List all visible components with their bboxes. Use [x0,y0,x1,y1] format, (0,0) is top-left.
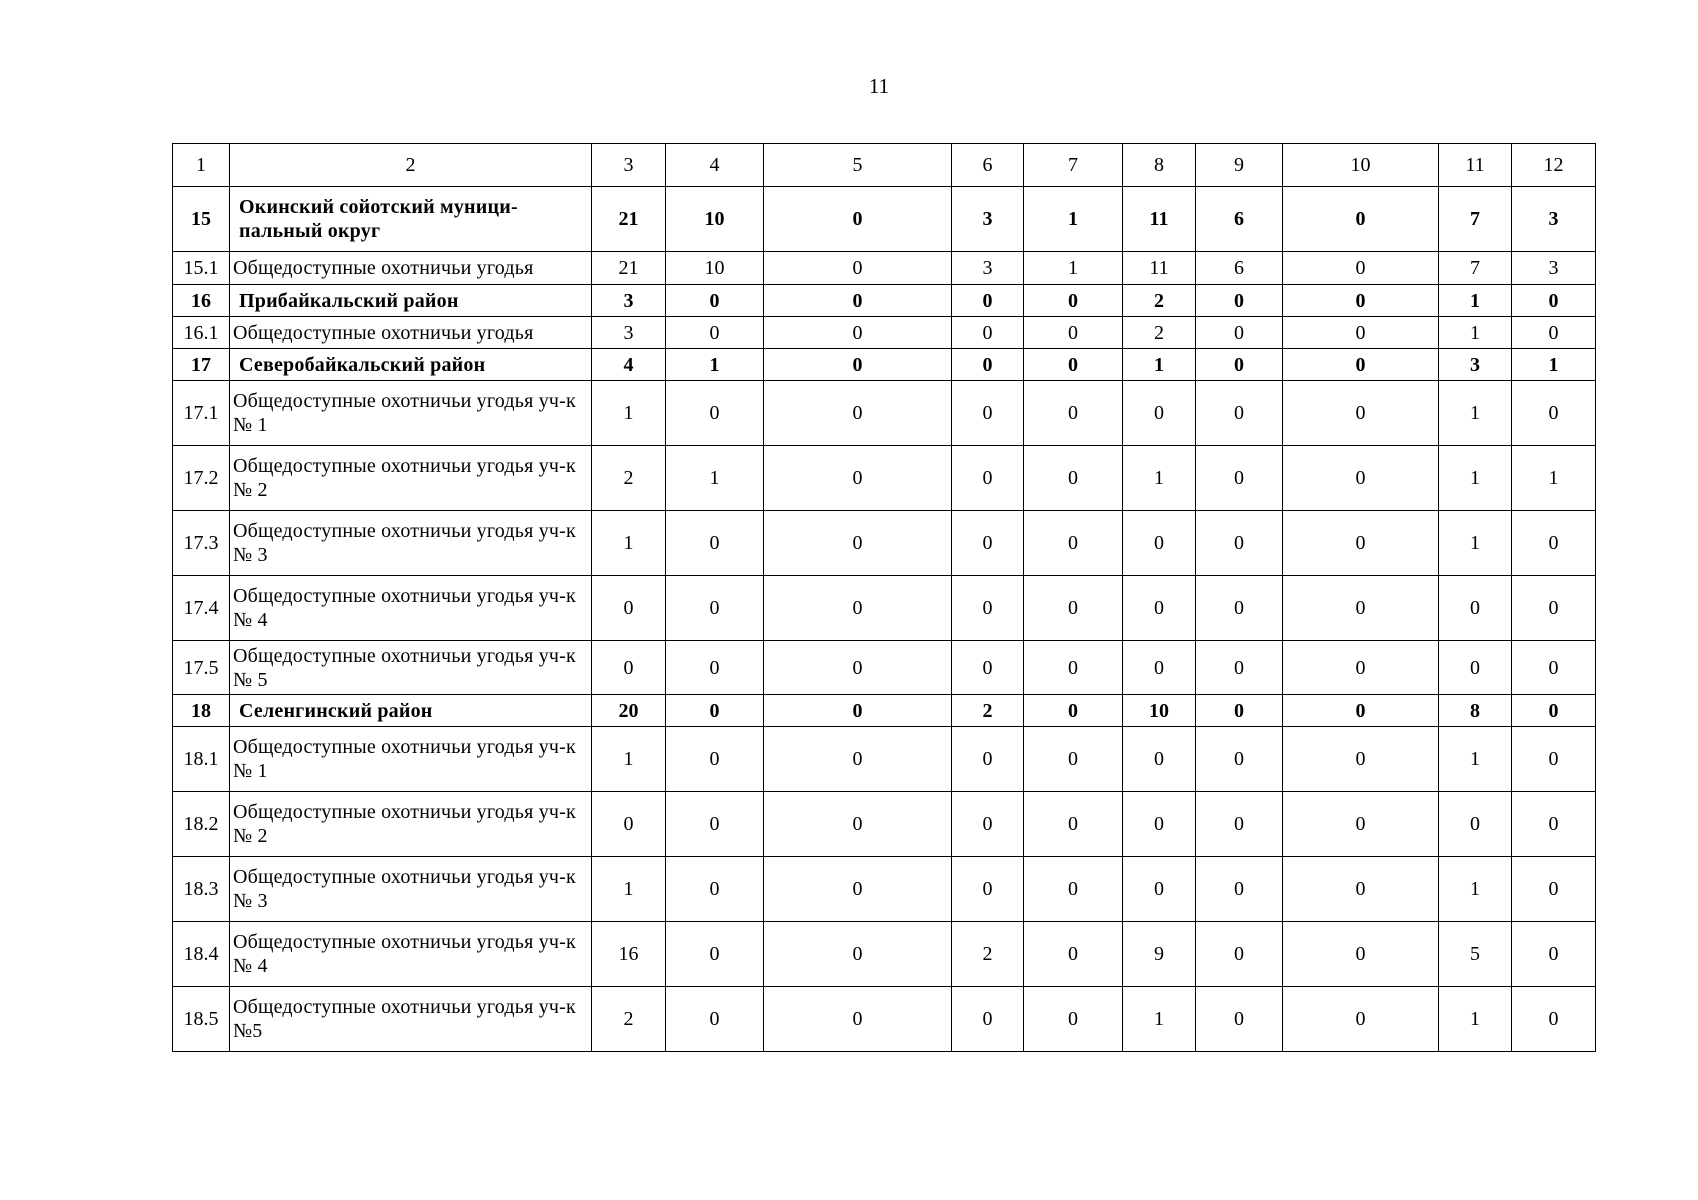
value-cell: 0 [1512,695,1596,727]
value-cell: 1 [1439,381,1512,446]
row-number-cell: 17.2 [173,446,230,511]
table-row [173,446,1596,511]
value-cell: 0 [1024,987,1123,1052]
row-name-cell: Общедоступные охотничьи угодья уч-к № 4 [230,922,592,987]
value-cell: 0 [1283,641,1439,695]
value-cell: 0 [764,317,952,349]
value-cell: 3 [1512,252,1596,285]
value-cell: 10 [1123,695,1196,727]
row-number-cell: 18.2 [173,792,230,857]
value-cell: 0 [1196,446,1283,511]
row-name-cell: Общедоступные охотничьи угодья уч-к № 5 [230,641,592,695]
value-cell: 0 [1512,641,1596,695]
value-cell: 0 [1024,381,1123,446]
value-cell: 0 [1024,317,1123,349]
value-cell: 0 [666,381,764,446]
value-cell: 0 [666,857,764,922]
value-cell: 3 [592,317,666,349]
value-cell: 0 [764,381,952,446]
value-cell: 0 [764,987,952,1052]
value-cell: 11 [1123,187,1196,252]
data-table [172,143,1596,1052]
value-cell: 0 [592,792,666,857]
value-cell: 0 [1196,349,1283,381]
header-cell: 1 [173,144,230,187]
value-cell: 20 [592,695,666,727]
value-cell: 3 [592,285,666,317]
value-cell: 0 [764,252,952,285]
value-cell: 0 [952,727,1024,792]
value-cell: 0 [764,576,952,641]
value-cell: 0 [666,317,764,349]
value-cell: 0 [1196,987,1283,1052]
value-cell: 0 [1123,727,1196,792]
header-cell: 11 [1439,144,1512,187]
value-cell: 0 [592,576,666,641]
row-number-cell: 17.5 [173,641,230,695]
value-cell: 0 [592,641,666,695]
value-cell: 1 [1439,317,1512,349]
row-number-cell: 16 [173,285,230,317]
value-cell: 0 [1196,857,1283,922]
value-cell: 0 [1196,285,1283,317]
table-row [173,987,1596,1052]
value-cell: 0 [1024,695,1123,727]
value-cell: 0 [952,317,1024,349]
value-cell: 0 [1024,792,1123,857]
value-cell: 0 [952,349,1024,381]
value-cell: 0 [666,987,764,1052]
value-cell: 0 [952,511,1024,576]
row-name-cell: Общедоступные охотничьи угодья уч-к № 2 [230,792,592,857]
value-cell: 1 [1439,285,1512,317]
value-cell: 0 [666,922,764,987]
row-number-cell: 18.5 [173,987,230,1052]
value-cell: 0 [952,381,1024,446]
value-cell: 0 [1196,641,1283,695]
header-row [173,144,1596,187]
row-number-cell: 18.3 [173,857,230,922]
value-cell: 1 [1439,727,1512,792]
value-cell: 6 [1196,187,1283,252]
value-cell: 0 [1024,727,1123,792]
value-cell: 0 [1439,641,1512,695]
value-cell: 16 [592,922,666,987]
value-cell: 0 [1283,381,1439,446]
value-cell: 0 [952,641,1024,695]
value-cell: 0 [1512,381,1596,446]
value-cell: 0 [764,187,952,252]
value-cell: 0 [1024,576,1123,641]
table-body [173,144,1596,1052]
row-name-cell: Селенгинский район [230,695,592,727]
value-cell: 1 [592,511,666,576]
value-cell: 0 [666,576,764,641]
table-row [173,511,1596,576]
value-cell: 0 [1283,792,1439,857]
value-cell: 0 [764,446,952,511]
value-cell: 0 [764,792,952,857]
value-cell: 0 [1283,252,1439,285]
value-cell: 0 [764,922,952,987]
value-cell: 0 [952,792,1024,857]
value-cell: 0 [952,857,1024,922]
value-cell: 0 [1123,381,1196,446]
value-cell: 0 [1283,187,1439,252]
value-cell: 0 [1283,857,1439,922]
value-cell: 0 [1512,987,1596,1052]
table-row [173,349,1596,381]
row-number-cell: 15 [173,187,230,252]
table-row [173,381,1596,446]
table-row [173,252,1596,285]
table-row [173,285,1596,317]
header-cell: 3 [592,144,666,187]
value-cell: 21 [592,187,666,252]
value-cell: 0 [764,285,952,317]
page-number: 11 [868,74,890,98]
value-cell: 0 [1024,349,1123,381]
value-cell: 0 [1283,576,1439,641]
value-cell: 9 [1123,922,1196,987]
value-cell: 2 [592,446,666,511]
value-cell: 1 [1439,857,1512,922]
value-cell: 0 [1196,922,1283,987]
table-row [173,792,1596,857]
value-cell: 1 [666,349,764,381]
value-cell: 0 [952,576,1024,641]
value-cell: 1 [592,381,666,446]
value-cell: 0 [1024,922,1123,987]
header-cell: 2 [230,144,592,187]
value-cell: 0 [764,727,952,792]
header-cell: 9 [1196,144,1283,187]
value-cell: 0 [1283,987,1439,1052]
value-cell: 0 [1196,381,1283,446]
value-cell: 0 [1512,922,1596,987]
value-cell: 0 [1512,727,1596,792]
row-number-cell: 17.3 [173,511,230,576]
header-cell: 4 [666,144,764,187]
header-cell: 6 [952,144,1024,187]
row-number-cell: 16.1 [173,317,230,349]
row-number-cell: 15.1 [173,252,230,285]
value-cell: 1 [1439,446,1512,511]
value-cell: 0 [1196,576,1283,641]
value-cell: 0 [1512,285,1596,317]
header-cell: 7 [1024,144,1123,187]
value-cell: 0 [764,511,952,576]
value-cell: 3 [1512,187,1596,252]
value-cell: 1 [1123,446,1196,511]
value-cell: 0 [1439,792,1512,857]
value-cell: 1 [1439,987,1512,1052]
value-cell: 0 [952,987,1024,1052]
row-name-cell: Окинский сойотский муници-пальный округ [230,187,592,252]
value-cell: 0 [1123,576,1196,641]
value-cell: 0 [764,349,952,381]
row-name-cell: Северобайкальский район [230,349,592,381]
value-cell: 0 [1283,317,1439,349]
header-cell: 8 [1123,144,1196,187]
value-cell: 0 [1196,695,1283,727]
value-cell: 0 [1512,576,1596,641]
table-row [173,576,1596,641]
row-number-cell: 17.4 [173,576,230,641]
row-number-cell: 18.1 [173,727,230,792]
table-row [173,922,1596,987]
table-row [173,857,1596,922]
value-cell: 0 [1512,511,1596,576]
value-cell: 0 [666,641,764,695]
value-cell: 0 [1512,317,1596,349]
value-cell: 0 [1024,511,1123,576]
value-cell: 7 [1439,252,1512,285]
value-cell: 3 [952,187,1024,252]
value-cell: 0 [666,792,764,857]
value-cell: 0 [952,285,1024,317]
value-cell: 1 [666,446,764,511]
table-row [173,187,1596,252]
row-name-cell: Общедоступные охотничьи угодья уч-к № 4 [230,576,592,641]
value-cell: 0 [764,641,952,695]
value-cell: 2 [952,922,1024,987]
row-name-cell: Общедоступные охотничьи угодья уч-к № 3 [230,511,592,576]
header-cell: 12 [1512,144,1596,187]
value-cell: 0 [764,695,952,727]
value-cell: 0 [666,285,764,317]
value-cell: 0 [1196,317,1283,349]
header-cell: 10 [1283,144,1439,187]
value-cell: 0 [1123,792,1196,857]
header-cell: 5 [764,144,952,187]
value-cell: 8 [1439,695,1512,727]
value-cell: 10 [666,187,764,252]
value-cell: 1 [592,857,666,922]
value-cell: 0 [1196,727,1283,792]
value-cell: 0 [1439,576,1512,641]
value-cell: 0 [1283,727,1439,792]
value-cell: 0 [666,727,764,792]
value-cell: 1 [1024,252,1123,285]
value-cell: 2 [952,695,1024,727]
value-cell: 5 [1439,922,1512,987]
value-cell: 1 [1439,511,1512,576]
value-cell: 7 [1439,187,1512,252]
row-number-cell: 18 [173,695,230,727]
value-cell: 1 [1512,349,1596,381]
value-cell: 1 [1123,349,1196,381]
value-cell: 3 [1439,349,1512,381]
value-cell: 1 [1512,446,1596,511]
row-name-cell: Общедоступные охотничьи угодья уч-к № 1 [230,727,592,792]
value-cell: 2 [1123,285,1196,317]
value-cell: 0 [1283,695,1439,727]
value-cell: 0 [1123,857,1196,922]
row-name-cell: Общедоступные охотничьи угодья [230,252,592,285]
value-cell: 0 [1196,792,1283,857]
value-cell: 1 [1123,987,1196,1052]
value-cell: 0 [1123,511,1196,576]
value-cell: 0 [1196,511,1283,576]
value-cell: 21 [592,252,666,285]
row-number-cell: 17.1 [173,381,230,446]
value-cell: 0 [1283,349,1439,381]
table-row [173,641,1596,695]
row-number-cell: 18.4 [173,922,230,987]
value-cell: 10 [666,252,764,285]
value-cell: 0 [666,695,764,727]
value-cell: 0 [1283,511,1439,576]
value-cell: 11 [1123,252,1196,285]
value-cell: 0 [1283,446,1439,511]
value-cell: 1 [1024,187,1123,252]
row-number-cell: 17 [173,349,230,381]
row-name-cell: Общедоступные охотничьи угодья уч-к №5 [230,987,592,1052]
table-row [173,317,1596,349]
table-row [173,727,1596,792]
value-cell: 3 [952,252,1024,285]
row-name-cell: Общедоступные охотничьи угодья уч-к № 1 [230,381,592,446]
table-row [173,695,1596,727]
value-cell: 4 [592,349,666,381]
value-cell: 1 [592,727,666,792]
row-name-cell: Прибайкальский район [230,285,592,317]
value-cell: 0 [1512,857,1596,922]
value-cell: 0 [1024,857,1123,922]
value-cell: 0 [1024,446,1123,511]
value-cell: 0 [1024,285,1123,317]
value-cell: 0 [764,857,952,922]
value-cell: 0 [952,446,1024,511]
value-cell: 0 [1283,285,1439,317]
row-name-cell: Общедоступные охотничьи угодья уч-к № 2 [230,446,592,511]
value-cell: 0 [1024,641,1123,695]
value-cell: 6 [1196,252,1283,285]
value-cell: 2 [1123,317,1196,349]
value-cell: 2 [592,987,666,1052]
value-cell: 0 [1512,792,1596,857]
value-cell: 0 [1123,641,1196,695]
value-cell: 0 [1283,922,1439,987]
value-cell: 0 [666,511,764,576]
row-name-cell: Общедоступные охотничьи угодья [230,317,592,349]
row-name-cell: Общедоступные охотничьи угодья уч-к № 3 [230,857,592,922]
